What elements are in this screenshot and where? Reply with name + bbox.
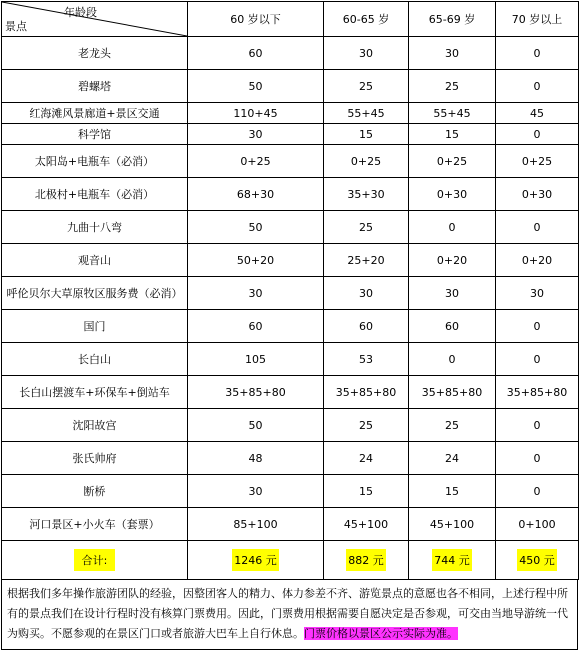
attraction-name: 观音山 (2, 244, 188, 277)
price-cell: 105 (188, 343, 324, 376)
age-group-label: 年龄段 (64, 6, 97, 19)
table-row (2, 103, 579, 124)
price-cell: 60 (188, 310, 324, 343)
total-cell (409, 541, 496, 580)
attraction-name: 太阳岛+电瓶车（必消） (2, 145, 188, 178)
price-cell: 0 (496, 124, 579, 145)
table-row (2, 145, 579, 178)
table-row (2, 442, 579, 475)
price-cell: 0 (409, 343, 496, 376)
price-cell: 25+20 (324, 244, 409, 277)
table-row (2, 37, 579, 70)
column-header: 70 岁以上 (496, 2, 579, 37)
notes-text: 根据我们多年操作旅游团队的经验，因整团客人的精力、体力参差不齐、游览景点的意愿也各不相同，上述行程中所有的景点我们在设计行程时没有核算门票费用。因此，门票费用根据需要自愿决定是否参观，可交由当地导游统一代为购买。不愿参观的在景区门口或者旅游大巴车上自行休息。 (7, 587, 568, 640)
price-cell: 24 (324, 442, 409, 475)
attraction-name: 老龙头 (2, 37, 188, 70)
attraction-name: 张氏帅府 (2, 442, 188, 475)
column-header: 60-65 岁 (324, 2, 409, 37)
price-cell: 55+45 (409, 103, 496, 124)
price-cell: 15 (324, 124, 409, 145)
table-row (2, 310, 579, 343)
price-cell: 0+20 (409, 244, 496, 277)
price-cell: 55+45 (324, 103, 409, 124)
price-cell: 35+85+80 (188, 376, 324, 409)
table-row (2, 211, 579, 244)
total-value: 450 元 (517, 549, 557, 571)
table-row (2, 124, 579, 145)
total-label: 合计: (74, 549, 116, 571)
attraction-name: 北极村+电瓶车（必消） (2, 178, 188, 211)
total-value: 744 元 (432, 549, 472, 571)
column-header: 60 岁以下 (188, 2, 324, 37)
price-cell: 53 (324, 343, 409, 376)
total-value: 882 元 (346, 549, 386, 571)
table-row (2, 70, 579, 103)
price-cell: 45 (496, 103, 579, 124)
price-cell: 15 (409, 124, 496, 145)
price-cell: 0 (496, 310, 579, 343)
price-cell: 60 (324, 310, 409, 343)
price-cell: 0+25 (409, 145, 496, 178)
price-cell: 30 (409, 37, 496, 70)
table-row (2, 508, 579, 541)
price-cell: 45+100 (409, 508, 496, 541)
table-row (2, 244, 579, 277)
total-value: 1246 元 (232, 549, 279, 571)
price-cell: 0+25 (188, 145, 324, 178)
price-cell: 35+85+80 (324, 376, 409, 409)
price-cell: 35+30 (324, 178, 409, 211)
price-cell: 30 (188, 124, 324, 145)
table-row (2, 376, 579, 409)
notes-paragraph (1, 580, 578, 650)
attraction-name: 国门 (2, 310, 188, 343)
price-cell: 60 (409, 310, 496, 343)
attraction-name: 红海滩风景廊道+景区交通 (2, 103, 188, 124)
table-body (2, 37, 579, 541)
price-cell: 25 (409, 409, 496, 442)
price-cell: 0+20 (496, 244, 579, 277)
ticket-price-table (1, 1, 579, 580)
price-cell: 0 (496, 475, 579, 508)
header-row (2, 2, 579, 37)
price-cell: 0 (496, 442, 579, 475)
price-cell: 50+20 (188, 244, 324, 277)
price-cell: 30 (496, 277, 579, 310)
price-cell: 0+25 (324, 145, 409, 178)
price-cell: 0 (496, 343, 579, 376)
price-cell: 50 (188, 70, 324, 103)
price-cell: 48 (188, 442, 324, 475)
table-row (2, 277, 579, 310)
attraction-name: 断桥 (2, 475, 188, 508)
column-header: 65-69 岁 (409, 2, 496, 37)
price-cell: 45+100 (324, 508, 409, 541)
attraction-name: 沈阳故宫 (2, 409, 188, 442)
table-row (2, 409, 579, 442)
price-cell: 30 (409, 277, 496, 310)
total-label-cell (2, 541, 188, 580)
price-cell: 25 (324, 409, 409, 442)
total-cell (324, 541, 409, 580)
table-row (2, 475, 579, 508)
price-cell: 25 (409, 70, 496, 103)
price-cell: 0 (496, 37, 579, 70)
price-cell: 15 (324, 475, 409, 508)
attraction-name: 长白山摆渡车+环保车+倒站车 (2, 376, 188, 409)
price-cell: 30 (188, 277, 324, 310)
price-cell: 68+30 (188, 178, 324, 211)
price-cell: 110+45 (188, 103, 324, 124)
price-cell: 0+100 (496, 508, 579, 541)
price-cell: 25 (324, 70, 409, 103)
table-row (2, 178, 579, 211)
price-cell: 35+85+80 (496, 376, 579, 409)
price-cell: 0 (496, 211, 579, 244)
attraction-name: 呼伦贝尔大草原牧区服务费（必消） (2, 277, 188, 310)
attraction-name: 科学馆 (2, 124, 188, 145)
corner-header (2, 2, 188, 37)
attraction-name: 九曲十八弯 (2, 211, 188, 244)
price-cell: 0 (496, 70, 579, 103)
price-cell: 25 (324, 211, 409, 244)
price-cell: 50 (188, 409, 324, 442)
price-cell: 15 (409, 475, 496, 508)
price-cell: 85+100 (188, 508, 324, 541)
price-cell: 50 (188, 211, 324, 244)
total-row (2, 541, 579, 580)
attraction-name: 碧螺塔 (2, 70, 188, 103)
total-cell (496, 541, 579, 580)
price-cell: 30 (188, 475, 324, 508)
price-cell: 35+85+80 (409, 376, 496, 409)
price-cell: 60 (188, 37, 324, 70)
table-row (2, 343, 579, 376)
price-cell: 0+30 (409, 178, 496, 211)
price-cell: 30 (324, 277, 409, 310)
total-cell (188, 541, 324, 580)
price-cell: 0+30 (496, 178, 579, 211)
attraction-name: 河口景区+小火车（套票） (2, 508, 188, 541)
price-cell: 0+25 (496, 145, 579, 178)
attraction-name: 长白山 (2, 343, 188, 376)
price-cell: 0 (496, 409, 579, 442)
notes-highlight: 门票价格以景区公示实际为准。 (304, 627, 458, 640)
price-cell: 30 (324, 37, 409, 70)
attraction-label: 景点 (5, 20, 27, 33)
price-cell: 24 (409, 442, 496, 475)
price-cell: 0 (409, 211, 496, 244)
